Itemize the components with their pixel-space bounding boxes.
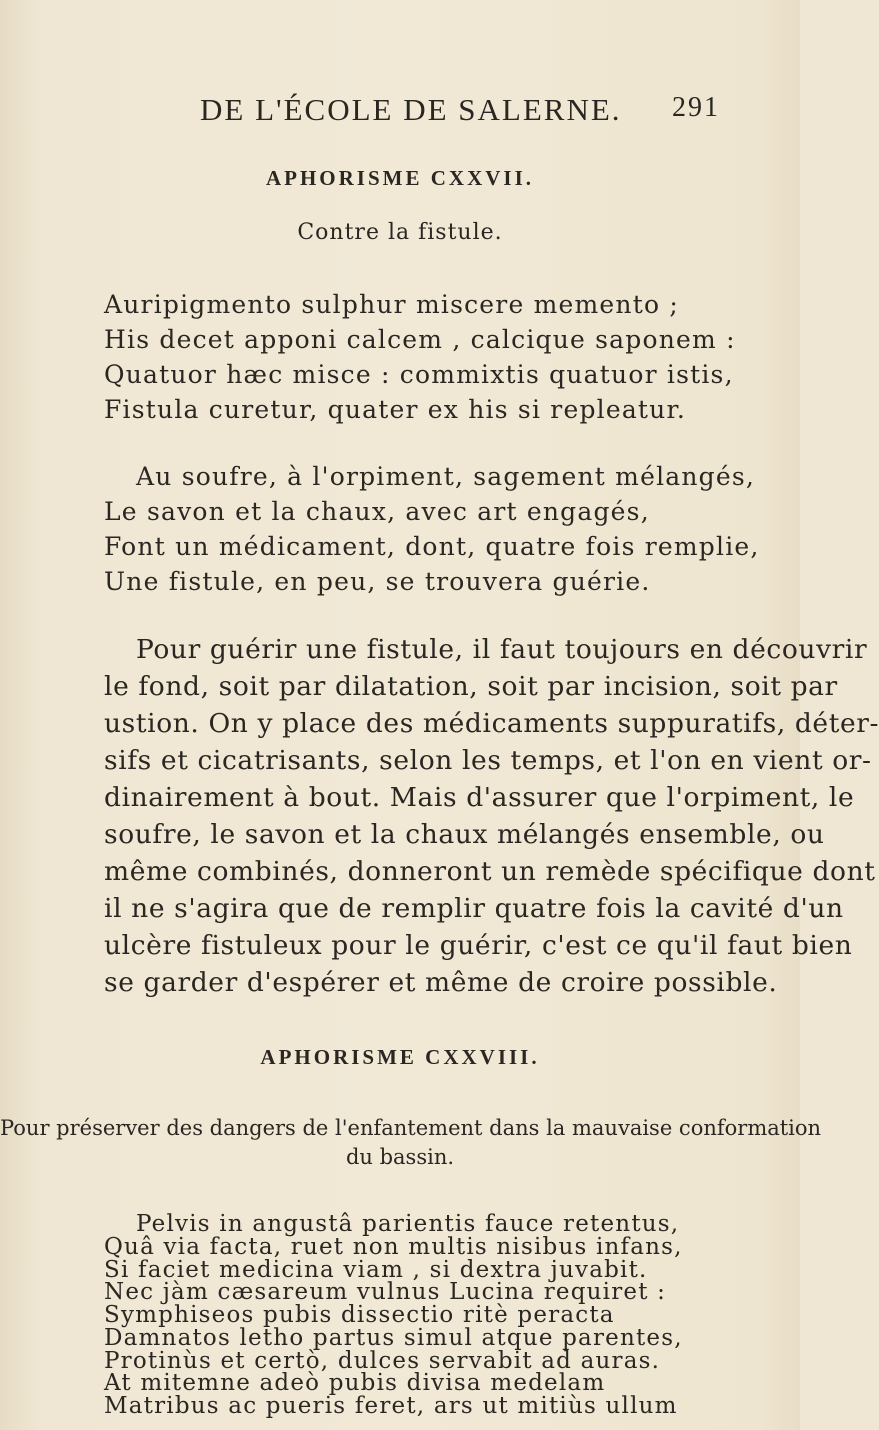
aphorism-127-title: APHORISME CXXVII. [265,166,534,190]
verse-line: His decet apponi calcem , calcique saponem : [104,325,736,354]
verse-line: At mitemne adeò pubis divisa medelam [104,1370,606,1397]
verse-line: Au soufre, à l'orpiment, sagement mélangés, [136,462,756,491]
verse-line: Quâ via facta, ruet non multis nisibus infans, [104,1233,683,1260]
commentary-line: Pour guérir une fistule, il faut toujours en découvrir [136,634,868,665]
verse-line: Si faciet medicina viam , si dextra juvabit. [104,1256,648,1283]
aphorism-128-intro-line-1: Pour préserver des dangers de l'enfantement dans la mauvaise conformation [0,1116,822,1140]
verse-line: Protinùs et certò, dulces servabit ad auras. [104,1347,661,1374]
verse-line: Une fistule, en peu, se trouvera guérie. [104,567,651,596]
commentary-line: il ne s'agira que de remplir quatre fois la cavité d'un [104,893,844,924]
running-title: DE L'ÉCOLE DE SALERNE. [200,92,622,127]
verse-line: Nec jàm cæsareum vulnus Lucina requiret : [104,1279,667,1306]
aphorism-128-title: APHORISME CXXVIII. [260,1045,540,1069]
commentary-line: soufre, le savon et la chaux mélangés ensemble, ou [104,819,825,850]
commentary-line: sifs et cicatrisants, selon les temps, et l'on en vient or- [104,745,872,776]
commentary-line: ulcère fistuleux pour le guérir, c'est ce qu'il faut bien [104,930,853,961]
aphorism-128-intro-line-2: du bassin. [345,1145,455,1169]
verse-line: Font un médicament, dont, quatre fois remplie, [104,532,760,561]
verse-line: Auripigmento sulphur miscere memento ; [104,290,679,319]
page-number: 291 [672,92,720,123]
commentary-line: se garder d'espérer et même de croire possible. [104,967,778,998]
commentary-line: même combinés, donneront un remède spécifique dont [104,856,876,887]
verse-line: Pelvis in angustâ parientis fauce retentus, [136,1211,680,1237]
commentary-line: dinairement à bout. Mais d'assurer que l'orpiment, le [104,782,855,813]
verse-line: Quatuor hæc misce : commixtis quatuor istis, [104,360,734,389]
verse-line: Damnatos letho partus simul atque parentes, [104,1324,683,1351]
verse-line: Le savon et la chaux, avec art engagés, [104,497,650,526]
verse-line: Fistula curetur, quater ex his si repleatur. [104,395,687,424]
verse-line: Matribus ac pueris feret, ars ut mitiùs ullum [104,1393,678,1420]
aphorism-127-subtitle: Contre la fistule. [297,220,503,245]
commentary-line: le fond, soit par dilatation, soit par incision, soit par [104,671,838,702]
commentary-line: ustion. On y place des médicaments suppuratifs, déter- [104,708,879,739]
verse-line: Symphiseos pubis dissectio ritè peracta [104,1302,615,1329]
